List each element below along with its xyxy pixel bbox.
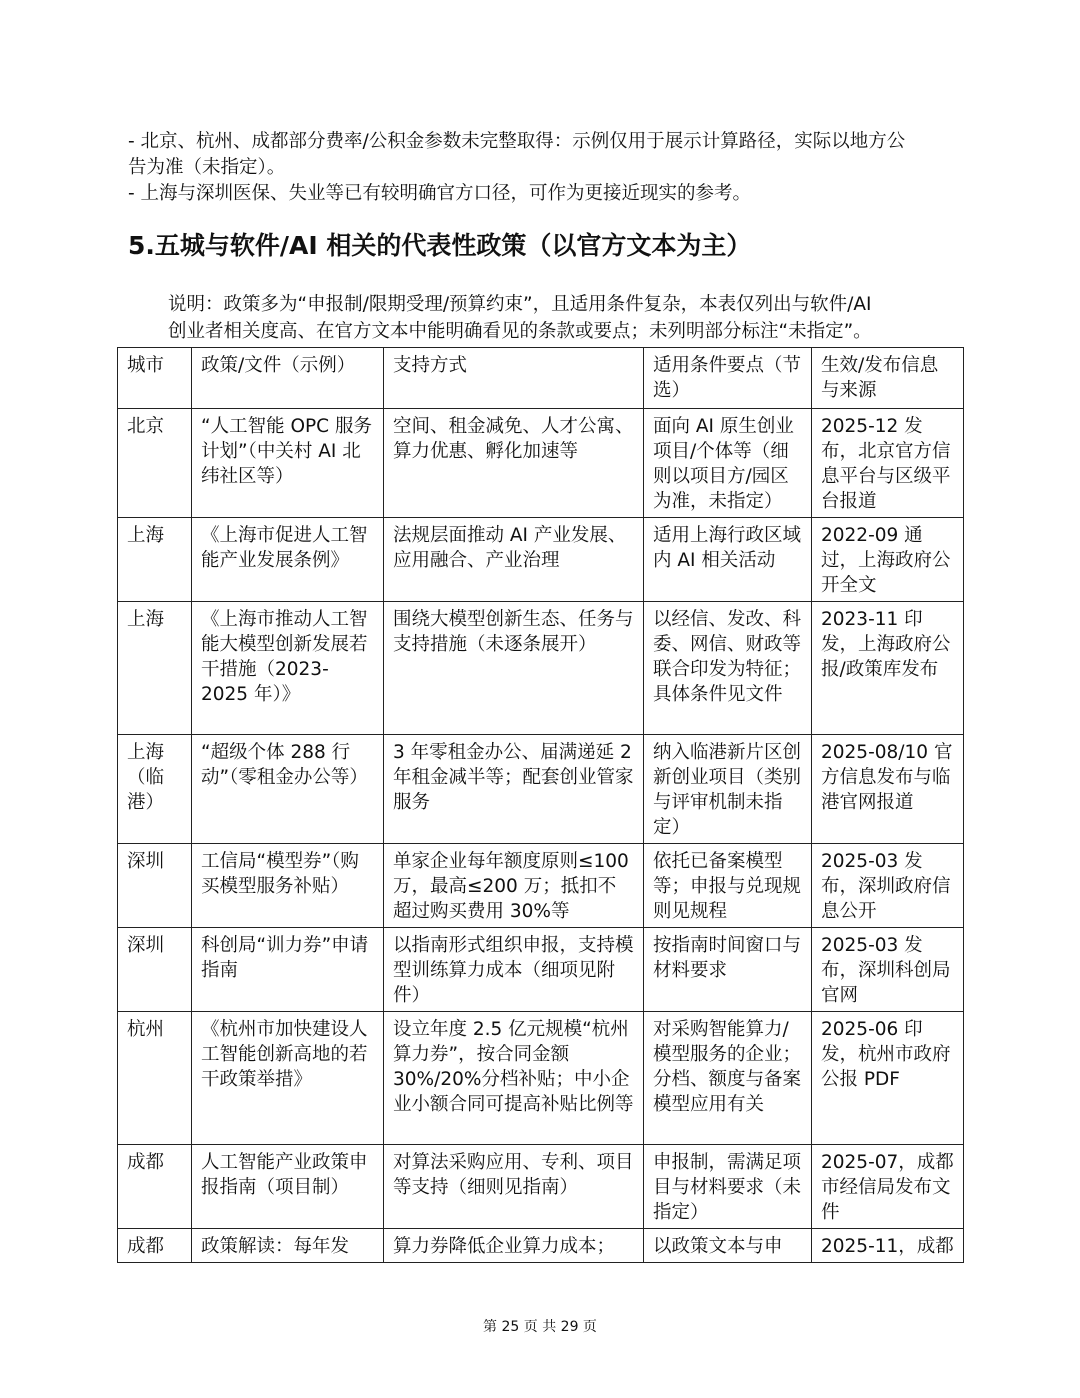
table-cell: 按指南时间窗口与材料要求 (644, 928, 812, 1012)
table-cell: 深圳 (118, 844, 192, 928)
table-cell: 2025-03 发布，深圳科创局官网 (812, 928, 964, 1012)
table-cell: “人工智能 OPC 服务计划”（中关村 AI 北纬社区等） (192, 409, 384, 518)
note-line-3: - 上海与深圳医保、失业等已有较明确官方口径，可作为更接近现实的参考。 (128, 183, 752, 204)
table-row (118, 602, 964, 735)
table-cell: 算力券降低企业算力成本； (384, 1229, 644, 1263)
table-cell: 上海（临港） (118, 735, 192, 844)
table-cell: 以经信、发改、科委、网信、财政等联合印发为特征；具体条件见文件 (644, 602, 812, 735)
table-cell: 纳入临港新片区创新创业项目（类别与评审机制未指定） (644, 735, 812, 844)
table-cell: 人工智能产业政策申报指南（项目制） (192, 1145, 384, 1229)
table-cell: 《上海市促进人工智能产业发展条例》 (192, 518, 384, 602)
section-heading: 5.五城与软件/AI 相关的代表性政策（以官方文本为主） (128, 231, 752, 260)
table-cell: 围绕大模型创新生态、任务与支持措施（未逐条展开） (384, 602, 644, 735)
table-cell: 2025-11，成都 (812, 1229, 964, 1263)
table-cell: 成都 (118, 1229, 192, 1263)
table-cell: 《上海市推动人工智能大模型创新发展若干措施（2023-2025 年）》 (192, 602, 384, 735)
table-cell: 以指南形式组织申报，支持模型训练算力成本（细项见附件） (384, 928, 644, 1012)
table-row (118, 1012, 964, 1145)
table-cell: 《杭州市加快建设人工智能创新高地的若干政策举措》 (192, 1012, 384, 1145)
table-cell: 2025-03 发布，深圳政府信息公开 (812, 844, 964, 928)
table-cell: 2025-07，成都市经信局发布文件 (812, 1145, 964, 1229)
table-cell: 2025-06 印发，杭州市政府公报 PDF (812, 1012, 964, 1145)
table-cell: 设立年度 2.5 亿元规模“杭州算力券”，按合同金额 30%/20%分档补贴；中小企业小额合同可提高补贴比例等 (384, 1012, 644, 1145)
table-cell: 面向 AI 原生创业项目/个体等（细则以项目方/园区为准，未指定） (644, 409, 812, 518)
note-line-1: - 北京、杭州、成都部分费率/公积金参数未完整取得：示例仅用于展示计算路径，实际以地方公 (128, 131, 906, 152)
table-cell: 2025-08/10 官方信息发布与临港官网报道 (812, 735, 964, 844)
table-cell: 空间、租金减免、人才公寓、算力优惠、孵化加速等 (384, 409, 644, 518)
table-cell: 以政策文本与申 (644, 1229, 812, 1263)
table-cell: 申报制，需满足项目与材料要求（未指定） (644, 1145, 812, 1229)
table-row (118, 844, 964, 928)
table-cell: 依托已备案模型等；申报与兑现规则见规程 (644, 844, 812, 928)
table-cell: 适用上海行政区域内 AI 相关活动 (644, 518, 812, 602)
note-line-2: 告为准（未指定）。 (128, 157, 286, 178)
header-cell-support: 支持方式 (384, 348, 644, 409)
table-row (118, 518, 964, 602)
section-description-line-1: 说明：政策多为“申报制/限期受理/预算约束”，且适用条件复杂，本表仅列出与软件/AI (168, 294, 872, 315)
header-cell-source: 生效/发布信息与来源 (812, 348, 964, 409)
header-cell-policy: 政策/文件（示例） (192, 348, 384, 409)
table-cell: 对算法采购应用、专利、项目等支持（细则见指南） (384, 1145, 644, 1229)
header-cell-conditions: 适用条件要点（节选） (644, 348, 812, 409)
table-cell: 科创局“训力券”申请指南 (192, 928, 384, 1012)
table-cell: 杭州 (118, 1012, 192, 1145)
table-header-row (118, 348, 964, 409)
table-cell: 上海 (118, 602, 192, 735)
table-row-truncated (118, 1229, 964, 1263)
table-cell: 成都 (118, 1145, 192, 1229)
table-cell: 2023-11 印发，上海政府公报/政策库发布 (812, 602, 964, 735)
table-cell: 对采购智能算力/模型服务的企业；分档、额度与备案模型应用有关 (644, 1012, 812, 1145)
table-cell: 2022-09 通过，上海政府公开全文 (812, 518, 964, 602)
table-cell: 单家企业每年额度原则≤100 万，最高≤200 万；抵扣不超过购买费用 30%等 (384, 844, 644, 928)
table-cell: 上海 (118, 518, 192, 602)
table-row (118, 409, 964, 518)
table-cell: 法规层面推动 AI 产业发展、应用融合、产业治理 (384, 518, 644, 602)
table-cell: 深圳 (118, 928, 192, 1012)
policy-table (117, 347, 964, 1263)
table-row (118, 1145, 964, 1229)
table-row (118, 928, 964, 1012)
table-cell: 北京 (118, 409, 192, 518)
table-cell: 2025-12 发布，北京官方信息平台与区级平台报道 (812, 409, 964, 518)
table-cell: 3 年零租金办公、届满递延 2 年租金减半等；配套创业管家服务 (384, 735, 644, 844)
table-cell: “超级个体 288 行动”（零租金办公等） (192, 735, 384, 844)
table-cell: 工信局“模型券”（购买模型服务补贴） (192, 844, 384, 928)
header-cell-city: 城市 (118, 348, 192, 409)
table-row (118, 735, 964, 844)
page-footer: 第 25 页 共 29 页 (483, 1319, 597, 1335)
section-description-line-2: 创业者相关度高、在官方文本中能明确看见的条款或要点；未列明部分标注“未指定”。 (168, 321, 872, 342)
table-cell: 政策解读：每年发 (192, 1229, 384, 1263)
